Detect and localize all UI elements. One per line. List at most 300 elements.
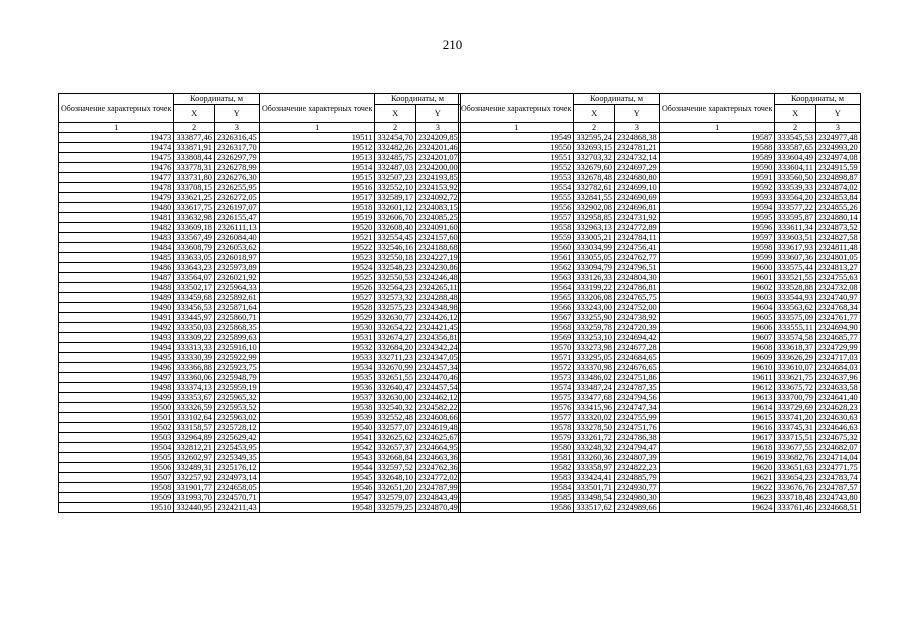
y-coordinate-cell: 2324714,04 (815, 453, 860, 463)
x-coordinate-cell: 333502,17 (174, 283, 215, 293)
point-id-cell: 19613 (660, 393, 775, 403)
table-row (59, 143, 260, 153)
point-id-cell: 19492 (59, 323, 174, 333)
y-coordinate-cell: 2324457,54 (415, 383, 460, 393)
header-coordinates: Координаты, м (775, 94, 860, 105)
point-id-cell: 19567 (459, 313, 574, 323)
y-coordinate-cell: 2324738,92 (614, 313, 659, 323)
y-coordinate-cell: 2324973,14 (214, 473, 259, 483)
point-id-cell: 19519 (260, 213, 375, 223)
y-coordinate-cell: 2325964,33 (214, 283, 259, 293)
table-row (260, 153, 461, 163)
table-row (459, 353, 660, 363)
table-row (660, 243, 861, 253)
y-coordinate-cell: 2324989,66 (614, 503, 659, 513)
table-row (59, 383, 260, 393)
y-coordinate-cell: 2325629,42 (214, 433, 259, 443)
x-coordinate-cell: 333604,11 (775, 163, 816, 173)
table-body (260, 133, 461, 513)
x-coordinate-cell: 333126,33 (574, 273, 615, 283)
point-id-cell: 19491 (59, 313, 174, 323)
point-id-cell: 19475 (59, 153, 174, 163)
point-id-cell: 19569 (459, 333, 574, 343)
y-coordinate-cell: 2324230,86 (415, 263, 460, 273)
header-col-number: 1 (260, 123, 375, 133)
table-row (660, 493, 861, 503)
coordinates-table-2 (259, 93, 461, 513)
point-id-cell: 19508 (59, 483, 174, 493)
table-row (660, 133, 861, 143)
y-coordinate-cell: 2324752,00 (614, 303, 659, 313)
point-id-cell: 19547 (260, 493, 375, 503)
y-coordinate-cell: 2324227,19 (415, 253, 460, 263)
y-coordinate-cell: 2325871,64 (214, 303, 259, 313)
x-coordinate-cell: 333555,11 (775, 323, 816, 333)
point-id-cell: 19609 (660, 353, 775, 363)
point-id-cell: 19494 (59, 343, 174, 353)
header-col-number: 3 (415, 123, 460, 133)
x-coordinate-cell: 332546,16 (375, 243, 416, 253)
point-id-cell: 19498 (59, 383, 174, 393)
x-coordinate-cell: 333564,20 (775, 193, 816, 203)
y-coordinate-cell: 2324664,95 (415, 443, 460, 453)
y-coordinate-cell: 2324675,32 (815, 433, 860, 443)
table-row (459, 283, 660, 293)
x-coordinate-cell: 333295,05 (574, 353, 615, 363)
x-coordinate-cell: 333005,21 (574, 233, 615, 243)
y-coordinate-cell: 2324980,30 (614, 493, 659, 503)
point-id-cell: 19544 (260, 463, 375, 473)
x-coordinate-cell: 333607,36 (775, 253, 816, 263)
y-coordinate-cell: 2324637,96 (815, 373, 860, 383)
page-number: 210 (442, 37, 463, 52)
table-row (260, 383, 461, 393)
y-coordinate-cell: 2324200,00 (415, 163, 460, 173)
x-coordinate-cell: 332548,23 (375, 263, 416, 273)
point-id-cell: 19554 (459, 183, 574, 193)
point-id-cell: 19485 (59, 253, 174, 263)
point-id-cell: 19578 (459, 423, 574, 433)
x-coordinate-cell: 332564,23 (375, 283, 416, 293)
point-id-cell: 19621 (660, 473, 775, 483)
y-coordinate-cell: 2324680,80 (614, 173, 659, 183)
table-row (260, 423, 461, 433)
y-coordinate-cell: 2324807,39 (614, 453, 659, 463)
x-coordinate-cell: 332654,22 (375, 323, 416, 333)
x-coordinate-cell: 332668,84 (375, 453, 416, 463)
table-row (260, 183, 461, 193)
x-coordinate-cell: 332485,75 (375, 153, 416, 163)
y-coordinate-cell: 2324697,29 (614, 163, 659, 173)
point-id-cell: 19600 (660, 263, 775, 273)
x-coordinate-cell: 332606,70 (375, 213, 416, 223)
table-row (459, 183, 660, 193)
x-coordinate-cell: 333498,54 (574, 493, 615, 503)
point-id-cell: 19539 (260, 413, 375, 423)
point-id-cell: 19488 (59, 283, 174, 293)
point-id-cell: 19531 (260, 333, 375, 343)
point-id-cell: 19548 (260, 503, 375, 513)
table-row (459, 463, 660, 473)
table-row (660, 263, 861, 273)
table-body (459, 133, 660, 513)
point-id-cell: 19482 (59, 223, 174, 233)
point-id-cell: 19593 (660, 193, 775, 203)
point-id-cell: 19504 (59, 443, 174, 453)
point-id-cell: 19618 (660, 443, 775, 453)
point-id-cell: 19543 (260, 453, 375, 463)
table-body (660, 133, 861, 513)
header-col-number: 2 (375, 123, 416, 133)
x-coordinate-cell: 333539,33 (775, 183, 816, 193)
table-row (459, 383, 660, 393)
point-id-cell: 19610 (660, 363, 775, 373)
point-id-cell: 19594 (660, 203, 775, 213)
y-coordinate-cell: 2324720,39 (614, 323, 659, 333)
table-row (459, 143, 660, 153)
y-coordinate-cell: 2324771,75 (815, 463, 860, 473)
table-row (459, 253, 660, 263)
table-row (59, 403, 260, 413)
y-coordinate-cell: 2325963,02 (214, 413, 259, 423)
y-coordinate-cell: 2324768,34 (815, 303, 860, 313)
table-row (260, 473, 461, 483)
table-row (660, 463, 861, 473)
y-coordinate-cell: 2324755,99 (614, 413, 659, 423)
point-id-cell: 19530 (260, 323, 375, 333)
table-row (660, 273, 861, 283)
y-coordinate-cell: 2324787,99 (415, 483, 460, 493)
y-coordinate-cell: 2325973,89 (214, 263, 259, 273)
table-row (459, 213, 660, 223)
table-row (459, 473, 660, 483)
point-id-cell: 19542 (260, 443, 375, 453)
y-coordinate-cell: 2326272,05 (214, 193, 259, 203)
x-coordinate-cell: 333700,79 (775, 393, 816, 403)
y-coordinate-cell: 2324740,97 (815, 293, 860, 303)
x-coordinate-cell: 332711,23 (375, 353, 416, 363)
coordinates-table-4 (659, 93, 861, 513)
y-coordinate-cell: 2324870,49 (415, 503, 460, 513)
point-id-cell: 19557 (459, 213, 574, 223)
table-row (660, 443, 861, 453)
table-row (59, 283, 260, 293)
point-id-cell: 19551 (459, 153, 574, 163)
x-coordinate-cell: 332552,10 (375, 183, 416, 193)
x-coordinate-cell: 333544,93 (775, 293, 816, 303)
x-coordinate-cell: 332507,23 (375, 173, 416, 183)
x-coordinate-cell: 332693,15 (574, 143, 615, 153)
x-coordinate-cell: 332554,45 (375, 233, 416, 243)
table-row (59, 213, 260, 223)
x-coordinate-cell: 333575,09 (775, 313, 816, 323)
point-id-cell: 19599 (660, 253, 775, 263)
point-id-cell: 19619 (660, 453, 775, 463)
x-coordinate-cell: 333563,62 (775, 303, 816, 313)
point-id-cell: 19572 (459, 363, 574, 373)
point-id-cell: 19501 (59, 413, 174, 423)
y-coordinate-cell: 2324663,36 (415, 453, 460, 463)
table-row (459, 303, 660, 313)
x-coordinate-cell: 333055,05 (574, 253, 615, 263)
header-col-number: 2 (574, 123, 615, 133)
y-coordinate-cell: 2324732,14 (614, 153, 659, 163)
y-coordinate-cell: 2324153,92 (415, 183, 460, 193)
point-id-cell: 19579 (459, 433, 574, 443)
point-id-cell: 19560 (459, 243, 574, 253)
table-row (260, 253, 461, 263)
point-id-cell: 19577 (459, 413, 574, 423)
x-coordinate-cell: 333501,71 (574, 483, 615, 493)
y-coordinate-cell: 2324347,05 (415, 353, 460, 363)
table-row (59, 423, 260, 433)
table-row (459, 433, 660, 443)
x-coordinate-cell: 333487,24 (574, 383, 615, 393)
x-coordinate-cell: 333358,97 (574, 463, 615, 473)
y-coordinate-cell: 2324668,51 (815, 503, 860, 513)
point-id-cell: 19591 (660, 173, 775, 183)
header-col-number: 2 (174, 123, 215, 133)
header-x: X (775, 105, 816, 123)
table-row (660, 303, 861, 313)
table-row (59, 463, 260, 473)
x-coordinate-cell: 332440,95 (174, 503, 215, 513)
x-coordinate-cell: 332678,48 (574, 173, 615, 183)
table-row (459, 203, 660, 213)
point-id-cell: 19496 (59, 363, 174, 373)
table-row (59, 203, 260, 213)
point-id-cell: 19587 (660, 133, 775, 143)
y-coordinate-cell: 2324762,77 (614, 253, 659, 263)
point-id-cell: 19555 (459, 193, 574, 203)
y-coordinate-cell: 2326111,13 (214, 223, 259, 233)
table-row (459, 133, 660, 143)
point-id-cell: 19514 (260, 163, 375, 173)
point-id-cell: 19526 (260, 283, 375, 293)
point-id-cell: 19601 (660, 273, 775, 283)
point-id-cell: 19592 (660, 183, 775, 193)
point-id-cell: 19580 (459, 443, 574, 453)
table-row (660, 473, 861, 483)
x-coordinate-cell: 332648,10 (375, 473, 416, 483)
x-coordinate-cell: 333253,10 (574, 333, 615, 343)
point-id-cell: 19513 (260, 153, 375, 163)
header-y: Y (415, 105, 460, 123)
x-coordinate-cell: 332257,92 (174, 473, 215, 483)
point-id-cell: 19565 (459, 293, 574, 303)
point-id-cell: 19507 (59, 473, 174, 483)
x-coordinate-cell: 333320,02 (574, 413, 615, 423)
x-coordinate-cell: 333603,51 (775, 233, 816, 243)
table-row (260, 193, 461, 203)
point-id-cell: 19556 (459, 203, 574, 213)
y-coordinate-cell: 2324974,08 (815, 153, 860, 163)
x-coordinate-cell: 333729,69 (775, 403, 816, 413)
table-row (260, 293, 461, 303)
y-coordinate-cell: 2325892,61 (214, 293, 259, 303)
coordinates-table-1 (58, 93, 260, 513)
y-coordinate-cell: 2324356,81 (415, 333, 460, 343)
y-coordinate-cell: 2324201,46 (415, 143, 460, 153)
x-coordinate-cell: 332601,12 (375, 203, 416, 213)
x-coordinate-cell: 333374,13 (174, 383, 215, 393)
x-coordinate-cell: 333206,08 (574, 293, 615, 303)
header-point-label: Обозначение характерных точек (59, 94, 174, 123)
x-coordinate-cell: 333278,50 (574, 423, 615, 433)
y-coordinate-cell: 2324457,34 (415, 363, 460, 373)
y-coordinate-cell: 2326276,30 (214, 173, 259, 183)
y-coordinate-cell: 2326316,45 (214, 133, 259, 143)
x-coordinate-cell: 332573,32 (375, 293, 416, 303)
table-row (59, 313, 260, 323)
x-coordinate-cell: 332577,07 (375, 423, 416, 433)
point-id-cell: 19583 (459, 473, 574, 483)
point-id-cell: 19484 (59, 243, 174, 253)
point-id-cell: 19566 (459, 303, 574, 313)
point-id-cell: 19538 (260, 403, 375, 413)
table-row (59, 493, 260, 503)
y-coordinate-cell: 2324628,23 (815, 403, 860, 413)
table-row (59, 253, 260, 263)
point-id-cell: 19558 (459, 223, 574, 233)
point-id-cell: 19525 (260, 273, 375, 283)
x-coordinate-cell: 332487,03 (375, 163, 416, 173)
x-coordinate-cell: 333248,32 (574, 443, 615, 453)
y-coordinate-cell: 2325860,71 (214, 313, 259, 323)
y-coordinate-cell: 2324762,36 (415, 463, 460, 473)
point-id-cell: 19597 (660, 233, 775, 243)
y-coordinate-cell: 2326155,47 (214, 213, 259, 223)
table-row (459, 363, 660, 373)
y-coordinate-cell: 2324699,10 (614, 183, 659, 193)
point-id-cell: 19490 (59, 303, 174, 313)
point-id-cell: 19520 (260, 223, 375, 233)
x-coordinate-cell: 332782,61 (574, 183, 615, 193)
x-coordinate-cell: 332597,52 (375, 463, 416, 473)
x-coordinate-cell: 332640,47 (375, 383, 416, 393)
point-id-cell: 19553 (459, 173, 574, 183)
y-coordinate-cell: 2324625,67 (415, 433, 460, 443)
y-coordinate-cell: 2324570,71 (214, 493, 259, 503)
x-coordinate-cell: 333243,00 (574, 303, 615, 313)
table-row (459, 163, 660, 173)
table-row (59, 293, 260, 303)
table-row (260, 143, 461, 153)
y-coordinate-cell: 2324772,89 (614, 223, 659, 233)
y-coordinate-cell: 2326297,79 (214, 153, 259, 163)
y-coordinate-cell: 2324091,60 (415, 223, 460, 233)
y-coordinate-cell: 2324694,42 (614, 333, 659, 343)
point-id-cell: 19589 (660, 153, 775, 163)
x-coordinate-cell: 333309,22 (174, 333, 215, 343)
header-y: Y (614, 105, 659, 123)
header-col-number: 2 (775, 123, 816, 133)
table-row (59, 473, 260, 483)
header-point-label: Обозначение характерных точек (660, 94, 775, 123)
x-coordinate-cell: 333587,65 (775, 143, 816, 153)
point-id-cell: 19474 (59, 143, 174, 153)
x-coordinate-cell: 333574,58 (775, 333, 816, 343)
x-coordinate-cell: 331993,70 (174, 493, 215, 503)
table-row (459, 313, 660, 323)
y-coordinate-cell: 2324784,11 (614, 233, 659, 243)
table-row (59, 453, 260, 463)
x-coordinate-cell: 333459,68 (174, 293, 215, 303)
y-coordinate-cell: 2324685,77 (815, 333, 860, 343)
y-coordinate-cell: 2324188,68 (415, 243, 460, 253)
x-coordinate-cell: 333528,88 (775, 283, 816, 293)
y-coordinate-cell: 2324288,48 (415, 293, 460, 303)
table-row (59, 133, 260, 143)
x-coordinate-cell: 333567,49 (174, 233, 215, 243)
table-row (59, 413, 260, 423)
table-row (660, 433, 861, 443)
table-row (59, 263, 260, 273)
table-row (260, 373, 461, 383)
y-coordinate-cell: 2324211,43 (214, 503, 259, 513)
point-id-cell: 19510 (59, 503, 174, 513)
header-col-number: 1 (59, 123, 174, 133)
x-coordinate-cell: 333255,90 (574, 313, 615, 323)
table-row (660, 173, 861, 183)
x-coordinate-cell: 333199,22 (574, 283, 615, 293)
point-id-cell: 19614 (660, 403, 775, 413)
x-coordinate-cell: 332552,48 (375, 413, 416, 423)
point-id-cell: 19516 (260, 183, 375, 193)
x-coordinate-cell: 332550,18 (375, 253, 416, 263)
table-row (59, 243, 260, 253)
y-coordinate-cell: 2324761,77 (815, 313, 860, 323)
table-row (459, 403, 660, 413)
table-row (660, 163, 861, 173)
point-id-cell: 19562 (459, 263, 574, 273)
y-coordinate-cell: 2325349,35 (214, 453, 259, 463)
x-coordinate-cell: 333575,44 (775, 263, 816, 273)
table-row (59, 223, 260, 233)
point-id-cell: 19606 (660, 323, 775, 333)
x-coordinate-cell: 333621,75 (775, 373, 816, 383)
y-coordinate-cell: 2324772,02 (415, 473, 460, 483)
x-coordinate-cell: 333682,76 (775, 453, 816, 463)
table-row (260, 173, 461, 183)
header-x: X (375, 105, 416, 123)
table-row (660, 313, 861, 323)
table-row (59, 273, 260, 283)
x-coordinate-cell: 332841,55 (574, 193, 615, 203)
y-coordinate-cell: 2324804,30 (614, 273, 659, 283)
point-id-cell: 19476 (59, 163, 174, 173)
y-coordinate-cell: 2324915,59 (815, 163, 860, 173)
table-row (260, 453, 461, 463)
x-coordinate-cell: 332963,13 (574, 223, 615, 233)
y-coordinate-cell: 2324630,63 (815, 413, 860, 423)
x-coordinate-cell: 333477,68 (574, 393, 615, 403)
point-id-cell: 19505 (59, 453, 174, 463)
table-row (260, 483, 461, 493)
header-col-number: 1 (459, 123, 574, 133)
y-coordinate-cell: 2324717,03 (815, 353, 860, 363)
x-coordinate-cell: 333617,75 (174, 203, 215, 213)
x-coordinate-cell: 333643,23 (174, 263, 215, 273)
y-coordinate-cell: 2324885,79 (614, 473, 659, 483)
y-coordinate-cell: 2324731,92 (614, 213, 659, 223)
header-coordinates: Координаты, м (174, 94, 259, 105)
x-coordinate-cell: 333715,51 (775, 433, 816, 443)
point-id-cell: 19534 (260, 363, 375, 373)
y-coordinate-cell: 2324880,14 (815, 213, 860, 223)
point-id-cell: 19602 (660, 283, 775, 293)
y-coordinate-cell: 2324874,02 (815, 183, 860, 193)
